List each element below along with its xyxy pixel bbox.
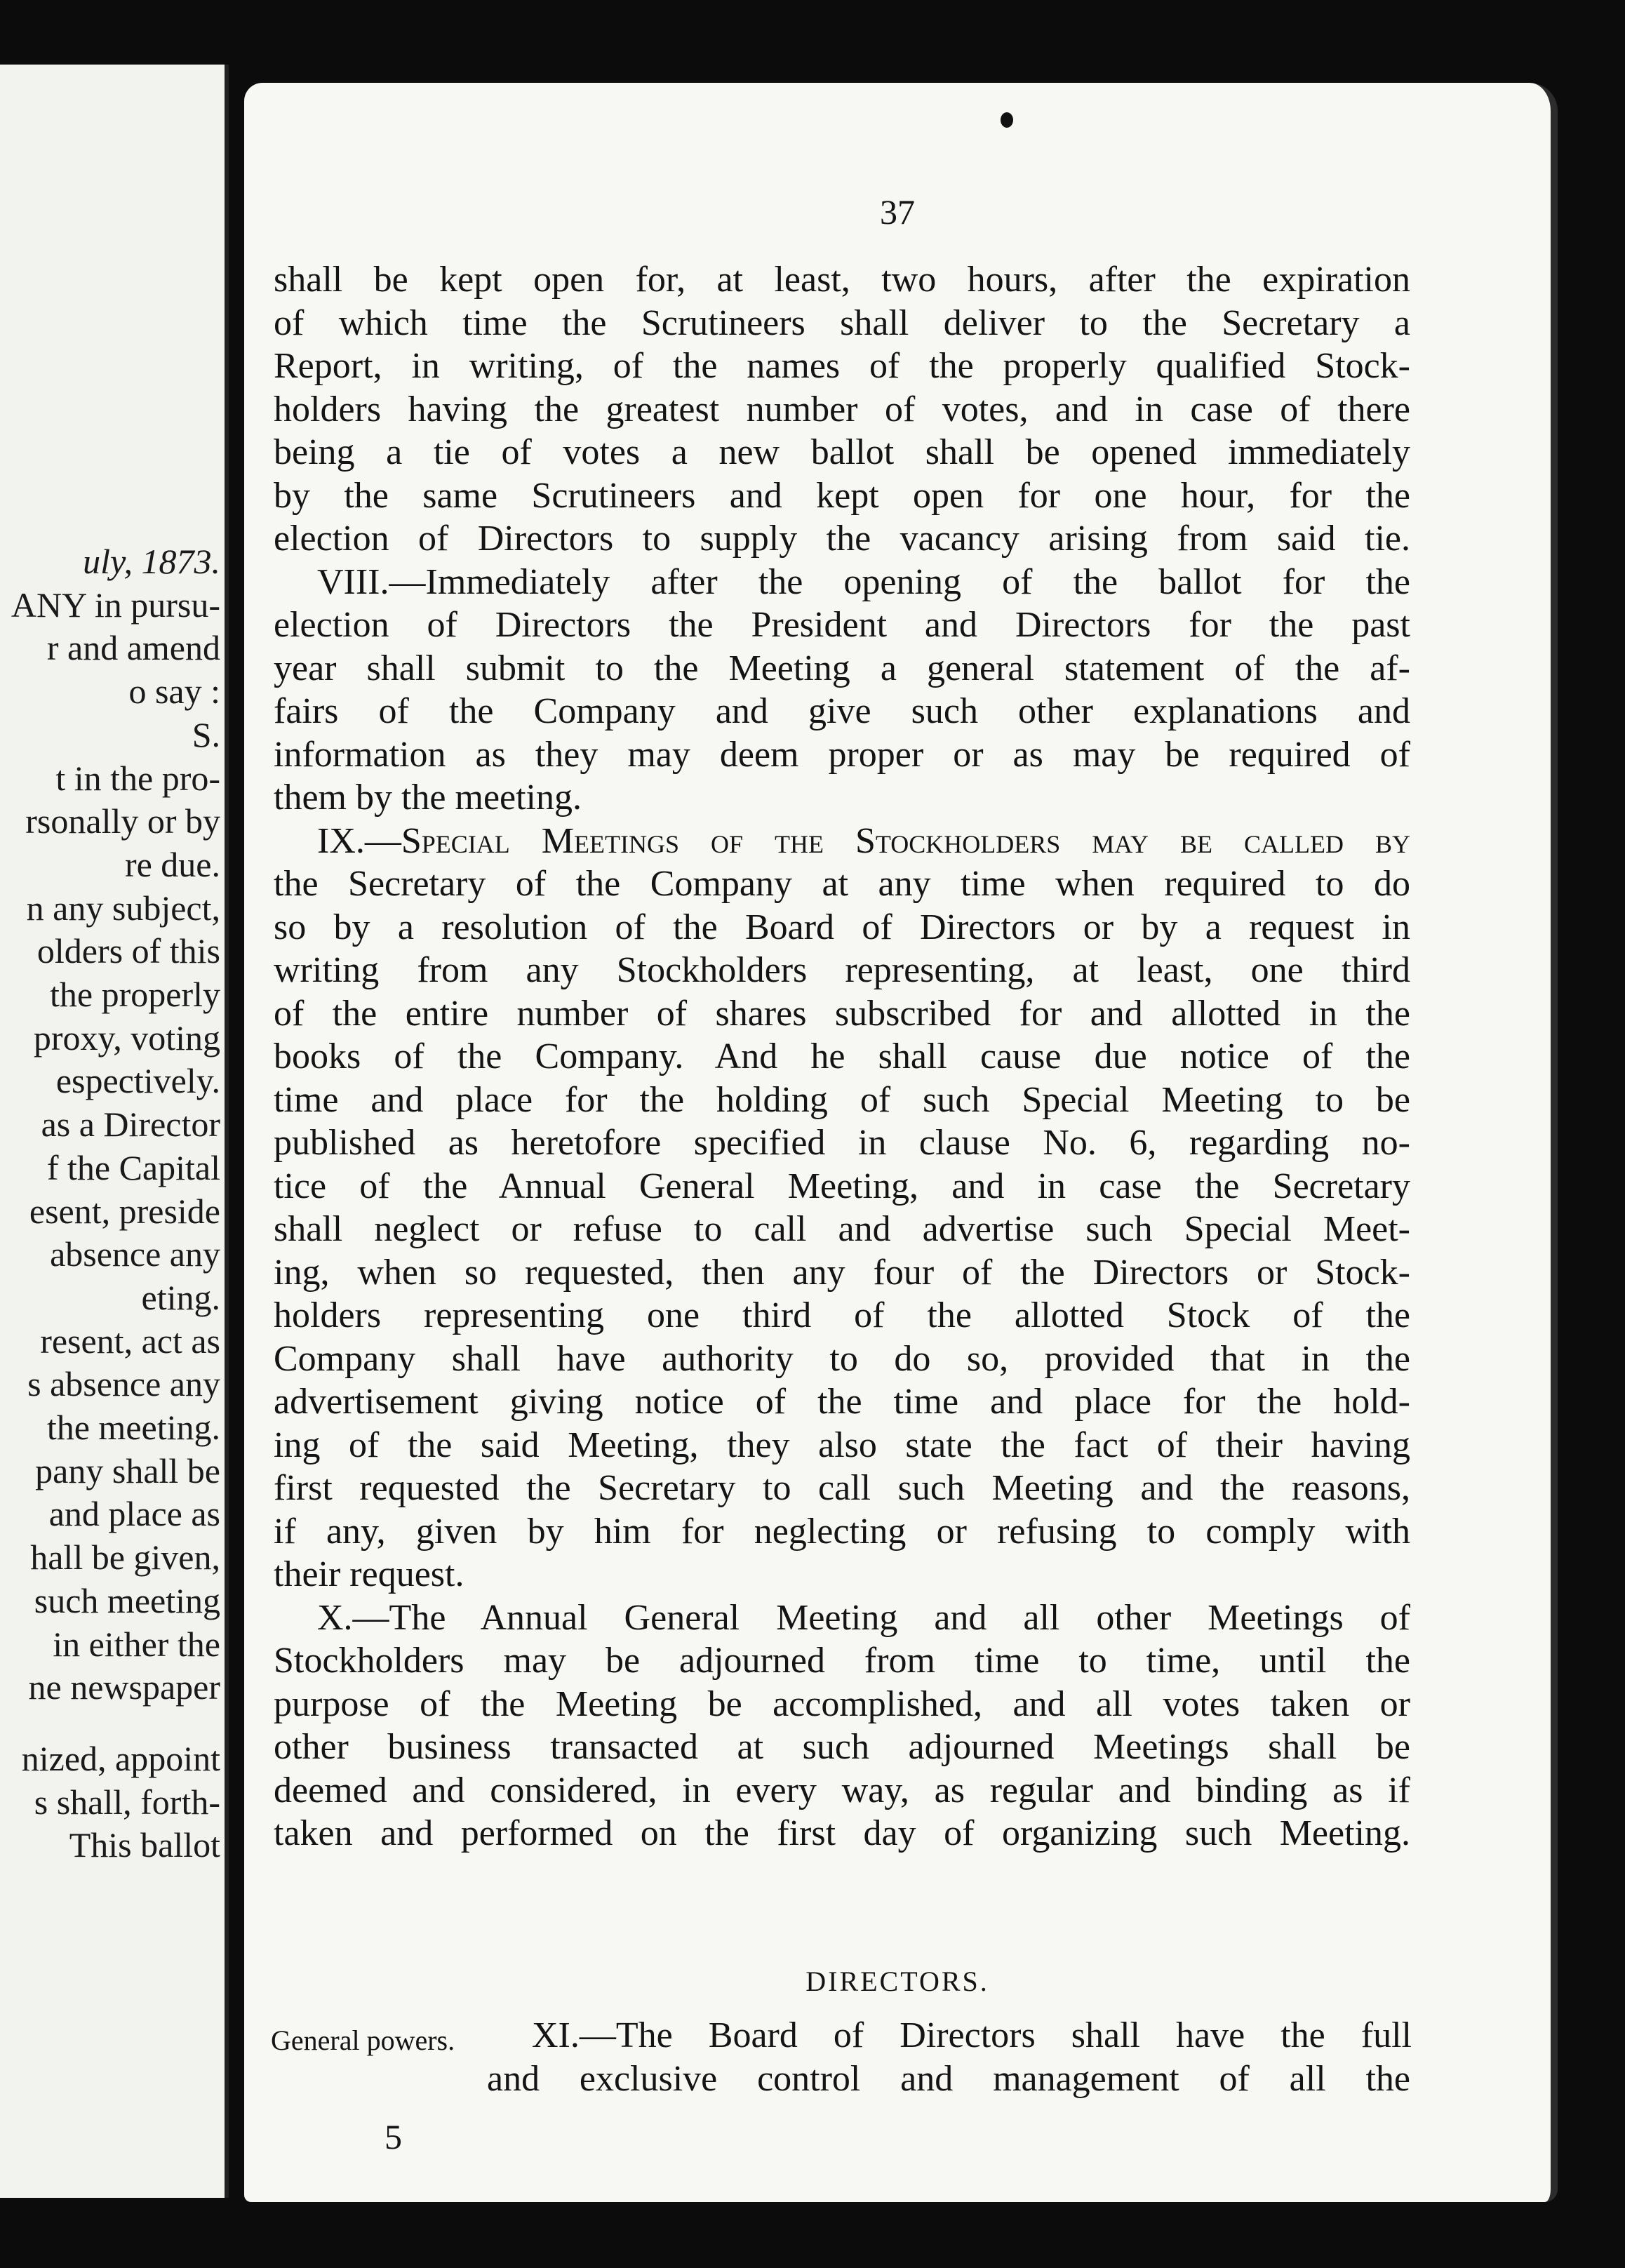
- text-line: first requested the Secretary to call such Meeting and the reasons,: [274, 1468, 1410, 1508]
- text-line: so by a resolution of the Board of Directors or by a request in: [274, 907, 1410, 947]
- text-line: election of Directors the President and Directors for the past: [274, 605, 1410, 645]
- previous-page-line: ne newspaper: [28, 1667, 220, 1707]
- signature-mark: 5: [384, 2117, 402, 2156]
- text-line: election of Directors to supply the vacancy arising from said tie.: [274, 519, 1410, 559]
- clause-x-heading-line: X.—The Annual General Meeting and all other Meetings of: [317, 1597, 1410, 1638]
- previous-page-line: o say :: [128, 672, 220, 712]
- text-line: by the same Scrutineers and kept open for one hour, for the: [274, 475, 1410, 516]
- text-line: Report, in writing, of the names of the properly qualified Stock-: [274, 346, 1410, 386]
- text-line: books of the Company. And he shall cause due notice of the: [274, 1036, 1410, 1076]
- text-line: Stockholders may be adjourned from time to time, until the: [274, 1641, 1410, 1681]
- previous-page-line: uly, 1873.: [83, 542, 220, 581]
- text-line: other business transacted at such adjourned Meetings shall be: [274, 1727, 1410, 1767]
- text-line: deemed and considered, in every way, as regular and binding as if: [274, 1770, 1410, 1810]
- clause-ix-heading-line: IX.—Special Meetings of the Stockholders may be called by: [317, 820, 1410, 861]
- text-line: them by the meeting.: [274, 778, 582, 818]
- text-line: holders representing one third of the allotted Stock of the: [274, 1295, 1410, 1335]
- section-heading-directors: DIRECTORS.: [805, 1966, 989, 1997]
- previous-page-line: absence any: [50, 1234, 220, 1274]
- previous-page-line: espectively.: [55, 1061, 220, 1101]
- text-line: shall be kept open for, at least, two hours, after the expiration: [274, 260, 1410, 300]
- text-line: holders having the greatest number of votes, and in case of there: [274, 389, 1410, 429]
- text-line: being a tie of votes a new ballot shall be opened immediately: [274, 432, 1410, 472]
- text-line: fairs of the Company and give such other explanations and: [274, 691, 1410, 731]
- body-text: [274, 258, 1410, 1855]
- text-line: writing from any Stockholders representing, at least, one third: [274, 950, 1410, 990]
- text-line: purpose of the Meeting be accomplished, and all votes taken or: [274, 1683, 1410, 1724]
- previous-page-line: and place as: [48, 1494, 220, 1534]
- previous-page-line: such meeting: [34, 1580, 220, 1620]
- previous-page-line: This ballot: [69, 1825, 220, 1865]
- text-line: ing of the said Meeting, they also state the fact of their having: [274, 1425, 1410, 1465]
- text-line: published as heretofore specified in clause No. 6, regarding no-: [274, 1123, 1410, 1163]
- text-line: information as they may deem proper or as may be required of: [274, 734, 1410, 775]
- previous-page-line: the meeting.: [46, 1408, 220, 1447]
- previous-page-line: rsonally or by: [25, 801, 220, 841]
- previous-page-line: s absence any: [27, 1364, 220, 1404]
- ink-blot: [1001, 112, 1013, 128]
- previous-page-fragment: [0, 65, 229, 2198]
- text-line: tice of the Annual General Meeting, and in case the Secretary: [274, 1166, 1410, 1206]
- text-line: if any, given by him for neglecting or refusing to comply with: [274, 1511, 1410, 1552]
- previous-page-line: S.: [192, 714, 220, 754]
- previous-page-line: proxy, voting: [33, 1018, 220, 1058]
- text-line: taken and performed on the first day of organizing such Meeting.: [274, 1813, 1410, 1853]
- text-line: of the entire number of shares subscribed for and allotted in the: [274, 993, 1410, 1034]
- text-line: ing, when so requested, then any four of the Directors or Stock-: [274, 1252, 1410, 1293]
- text-line: the Secretary of the Company at any time when required to do: [274, 864, 1410, 904]
- text-line: advertisement giving notice of the time and place for the hold-: [274, 1382, 1410, 1422]
- page-number: 37: [880, 192, 915, 232]
- previous-page-line: as a Director: [41, 1105, 220, 1145]
- previous-page-line: t in the pro-: [55, 758, 220, 798]
- previous-page-line: n any subject,: [26, 888, 220, 928]
- previous-page-line: r and amend: [46, 628, 220, 668]
- text-line: year shall submit to the Meeting a general statement of the af-: [274, 648, 1410, 688]
- previous-page-line: pany shall be: [35, 1450, 220, 1490]
- text-line: shall neglect or refuse to call and advertise such Special Meet-: [274, 1209, 1410, 1249]
- text-line: their request.: [274, 1554, 464, 1594]
- previous-page-line: in either the: [53, 1624, 220, 1664]
- text-line: and exclusive control and management of all the: [487, 2059, 1410, 2099]
- previous-page-line: f the Capital: [46, 1147, 220, 1187]
- margin-note: General powers.: [271, 2024, 455, 2056]
- text-line: time and place for the holding of such Special Meeting to be: [274, 1079, 1410, 1120]
- previous-page-line: the properly: [50, 975, 220, 1014]
- text-line: Company shall have authority to do so, provided that in the: [274, 1338, 1410, 1379]
- document-page: [244, 83, 1558, 2202]
- clause-xi-heading-line: XI.—The Board of Directors shall have the full: [532, 2015, 1412, 2055]
- previous-page-line: olders of this: [36, 931, 220, 971]
- previous-page-line: eting.: [141, 1277, 220, 1317]
- text-line: of which time the Scrutineers shall deliver to the Secretary a: [274, 302, 1410, 343]
- previous-page-line: hall be given,: [30, 1537, 220, 1577]
- previous-page-line: esent, preside: [29, 1191, 220, 1231]
- previous-page-line: re due.: [124, 844, 220, 884]
- previous-page-line: s shall, forth-: [34, 1782, 220, 1822]
- previous-page-line: nized, appoint: [21, 1738, 220, 1778]
- previous-page-line: ANY in pursu-: [11, 585, 220, 625]
- previous-page-line: resent, act as: [40, 1321, 220, 1361]
- clause-viii-heading-line: VIII.—Immediately after the opening of the ballot for the: [317, 561, 1410, 602]
